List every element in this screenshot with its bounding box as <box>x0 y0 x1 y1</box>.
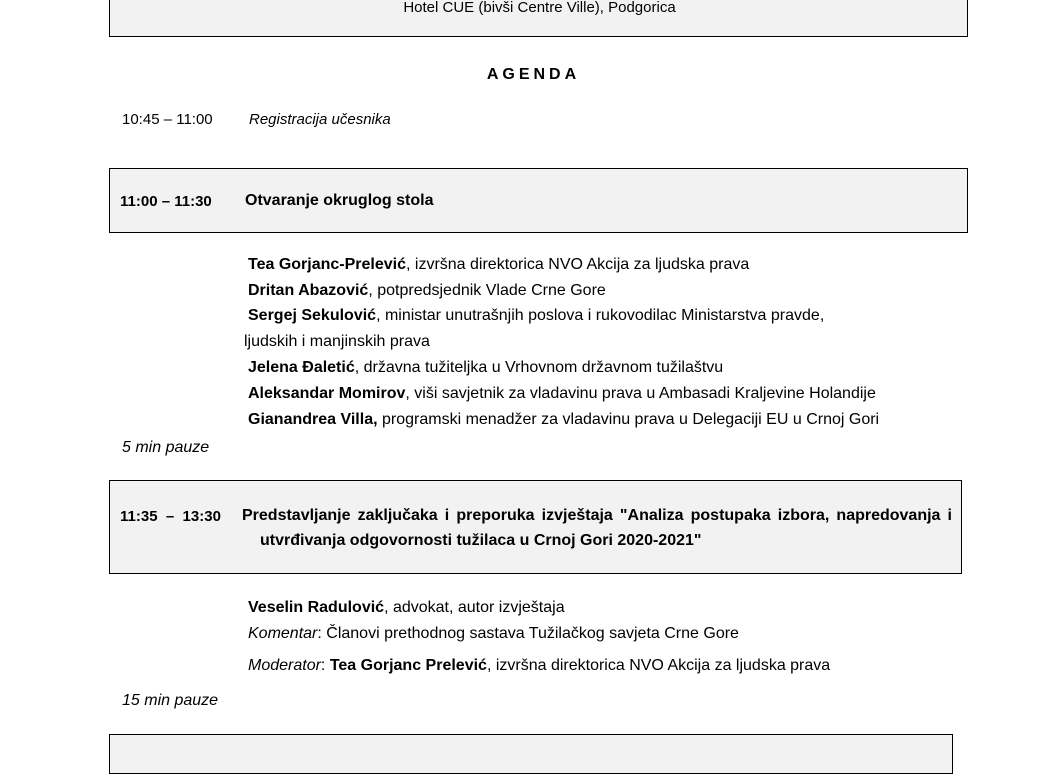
speaker-name: Gianandrea Villa, <box>248 411 378 428</box>
speaker-role: , ministar unutrašnjih poslova i rukovodilac Ministarstva pravde, <box>376 307 825 324</box>
moderator-role: , izvršna direktorica NVO Akcija za ljudska prava <box>486 657 831 674</box>
registration-label: Registracija učesnika <box>249 111 391 128</box>
agenda-heading: AGENDA <box>486 66 581 83</box>
speaker-name: Aleksandar Momirov <box>248 385 406 402</box>
author-name: Veselin Radulović <box>248 599 385 616</box>
speaker-role: , izvršna direktorica NVO Akcija za ljudska prava <box>406 256 750 273</box>
speaker-role: programski menadžer za vladavinu prava u Delegaciji EU u Crnoj Gori <box>377 411 880 428</box>
session1-time: 11:00 – 11:30 <box>120 193 212 210</box>
break-label: 5 min pauze <box>122 439 210 456</box>
speaker-name: Jelena Đaletić <box>248 359 355 376</box>
speaker-name: Dritan Abazović <box>248 282 369 299</box>
moderator-name: Tea Gorjanc Prelević <box>329 657 487 674</box>
session1-title: Otvaranje okruglog stola <box>245 192 434 209</box>
session2-title-line2: utvrđivanja odgovornosti tužilaca u Crnoj Gori 2020-2021" <box>260 532 702 549</box>
session2-box <box>109 480 962 574</box>
speaker-line <box>248 411 879 429</box>
registration-time: 10:45 – 11:00 <box>122 111 213 128</box>
moderator-line <box>248 657 830 675</box>
speaker-role: , državna tužiteljka u Vrhovnom državnom tužilaštvu <box>354 359 724 376</box>
comment-label: Komentar <box>248 625 318 642</box>
speaker-line <box>248 385 876 403</box>
moderator-label: Moderator <box>248 657 321 674</box>
header-box <box>109 0 968 37</box>
speaker-role: , potpredsjednik Vlade Crne Gore <box>368 282 606 299</box>
next-session-box <box>109 734 953 774</box>
speaker-name: Sergej Sekulović <box>248 307 377 324</box>
venue-text: Hotel CUE (bivši Centre Ville), Podgorica <box>403 0 676 16</box>
comment-text: : Članovi prethodnog sastava Tužilačkog savjeta Crne Gore <box>317 625 739 642</box>
session1-box <box>109 168 968 233</box>
speaker-role: ljudskih i manjinskih prava <box>244 333 430 350</box>
speaker-line <box>248 282 606 300</box>
session2-time: 11:35 – 13:30 <box>120 508 221 525</box>
comment-line <box>248 625 739 643</box>
moderator-sep: : <box>320 657 330 674</box>
author-line <box>248 599 565 617</box>
speaker-line <box>248 359 723 377</box>
speaker-name: Tea Gorjanc-Prelević <box>248 256 406 273</box>
speaker-line <box>248 256 749 274</box>
session2-title-line1: Predstavljanje zaključaka i preporuka izvještaja "Analiza postupaka izbora, napredovanja i <box>242 507 952 524</box>
author-role: , advokat, autor izvještaja <box>384 599 565 616</box>
break-label: 15 min pauze <box>122 692 219 709</box>
speaker-line <box>248 307 824 325</box>
speaker-role: , viši savjetnik za vladavinu prava u Ambasadi Kraljevine Holandije <box>405 385 876 402</box>
speaker-line <box>244 333 430 351</box>
